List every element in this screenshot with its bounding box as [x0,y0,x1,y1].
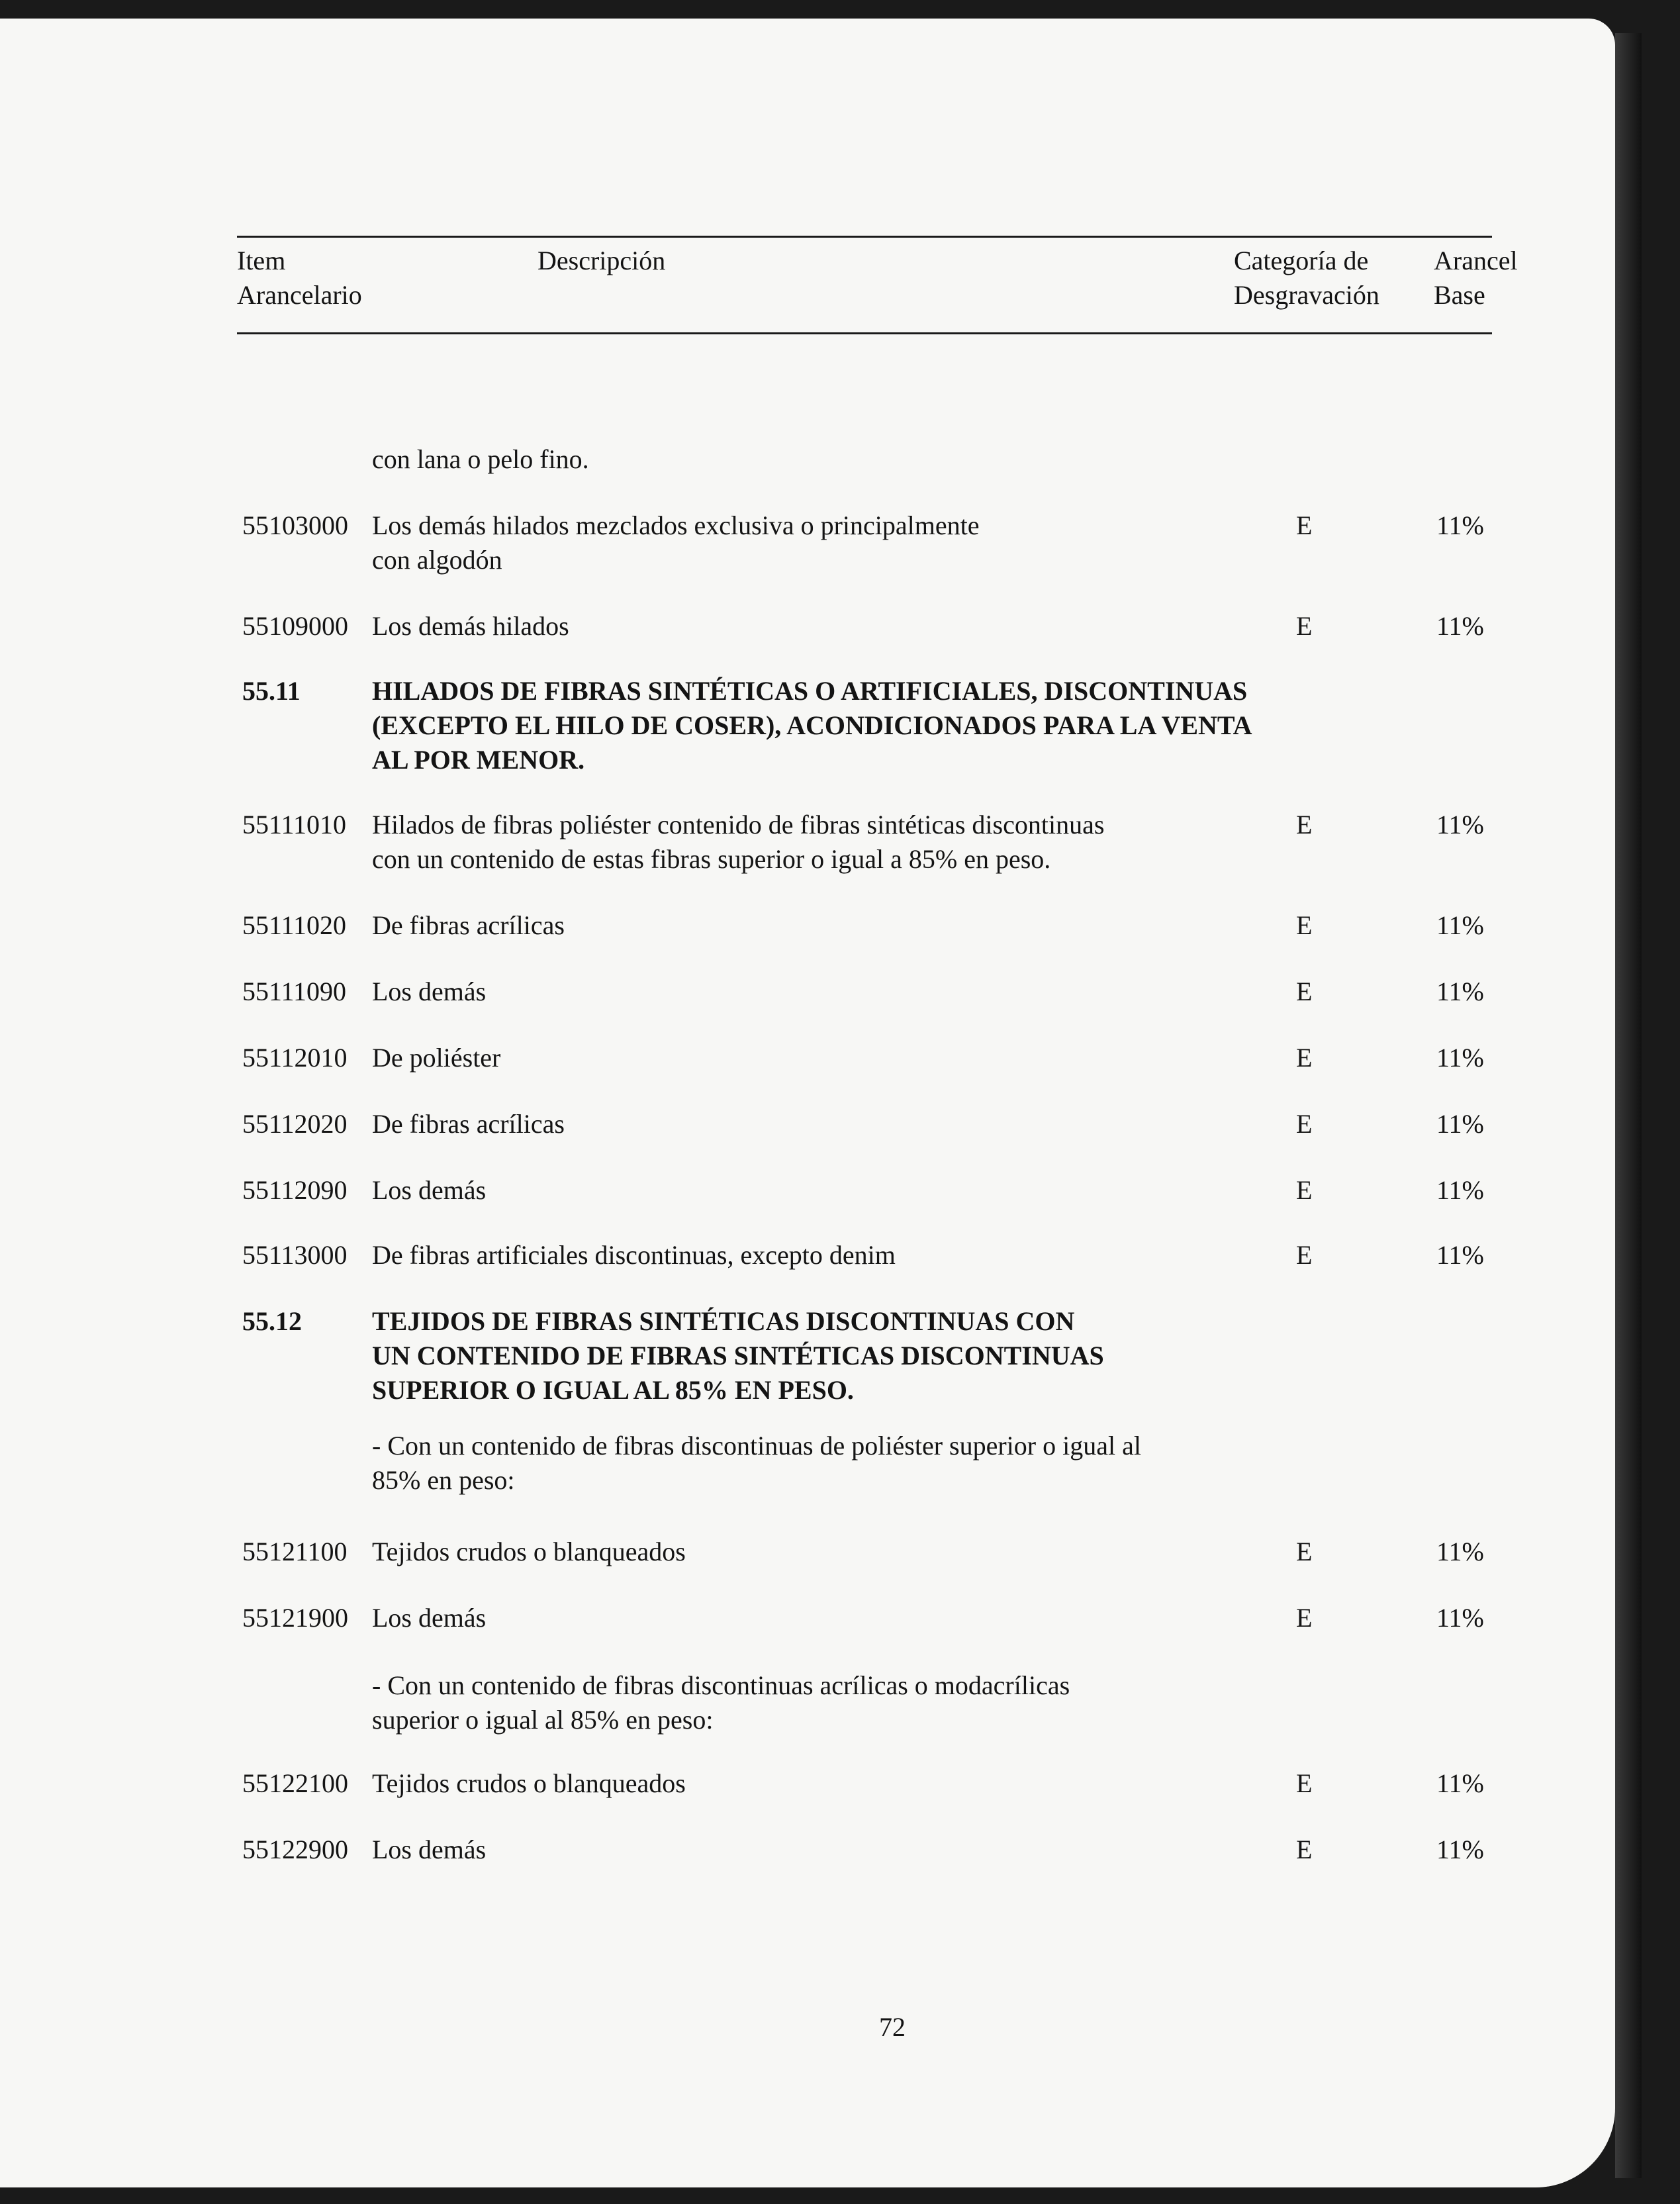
description-line: Los demás [372,1603,487,1633]
base-rate-value: 11% [1436,977,1484,1006]
category-value: E [1296,1768,1313,1798]
item-description [372,674,1299,777]
description-line: con un contenido de estas fibras superior o igual a 85% en peso. [372,844,1051,874]
description-line: De fibras acrílicas [372,1109,565,1139]
item-code: 55122100 [242,1768,348,1798]
item-description [372,1041,1299,1075]
description-line: De poliéster [372,1043,501,1073]
item-description [372,908,1299,943]
category-value: E [1296,1043,1313,1073]
header-bottom-rule [237,332,1492,334]
item-description [372,1173,1299,1208]
category-value: E [1296,1537,1313,1566]
description-line: Tejidos crudos o blanqueados [372,1768,686,1798]
header-description-column [537,244,665,278]
item-code: 55.11 [242,676,301,706]
category-value: E [1296,1835,1313,1864]
base-rate-value: 11% [1436,611,1484,641]
base-rate-value: 11% [1436,1175,1484,1205]
item-code: 55121100 [242,1537,348,1566]
base-rate-value: 11% [1436,1109,1484,1139]
item-description [372,609,1299,644]
item-code: 55113000 [242,1240,348,1270]
base-rate-value: 11% [1436,1043,1484,1073]
base-rate-value: 11% [1436,810,1484,839]
item-code: 55121900 [242,1603,348,1633]
description-line: Los demás [372,1175,487,1205]
item-description [372,1833,1299,1867]
header-rate-line2: Base [1434,280,1485,310]
item-description [372,1601,1299,1635]
item-code: 55112010 [242,1043,348,1073]
header-description-label: Descripción [537,246,666,275]
description-line: Tejidos crudos o blanqueados [372,1537,686,1566]
item-code: 55103000 [242,510,348,540]
item-description [372,1107,1299,1141]
header-item-column [237,244,362,312]
description-line: Los demás hilados mezclados exclusiva o principalmente [372,510,980,540]
item-description [372,508,1299,577]
category-value: E [1296,1175,1313,1205]
description-line: - Con un contenido de fibras discontinuas acrílicas o modacrílicas [372,1670,1070,1700]
item-description [372,975,1299,1009]
header-category-column [1234,244,1379,312]
category-value: E [1296,611,1313,641]
item-code: 55111090 [242,977,347,1006]
description-line: De fibras acrílicas [372,910,565,940]
description-line: (EXCEPTO EL HILO DE COSER), ACONDICIONADOS PARA LA VENTA [372,710,1252,740]
category-value: E [1296,510,1313,540]
header-top-rule [237,236,1492,238]
item-code: 55109000 [242,611,348,641]
page-number: 72 [879,2012,906,2042]
item-description [372,442,1299,477]
item-description [372,1238,1299,1272]
description-line: Los demás [372,977,487,1006]
category-value: E [1296,1603,1313,1633]
base-rate-value: 11% [1436,1603,1484,1633]
category-value: E [1296,910,1313,940]
description-line: Los demás [372,1835,487,1864]
item-code: 55112090 [242,1175,348,1205]
base-rate-value: 11% [1436,1768,1484,1798]
item-description [372,1304,1299,1408]
item-description [372,1535,1299,1569]
description-line: Hilados de fibras poliéster contenido de fibras sintéticas discontinuas [372,810,1105,839]
category-value: E [1296,977,1313,1006]
description-line: UN CONTENIDO DE FIBRAS SINTÉTICAS DISCONTINUAS [372,1341,1104,1370]
description-line: SUPERIOR O IGUAL AL 85% EN PESO. [372,1375,854,1405]
header-rate-column [1434,244,1518,312]
description-line: con lana o pelo fino. [372,444,589,474]
category-value: E [1296,1109,1313,1139]
item-description [372,1766,1299,1801]
description-line: AL POR MENOR. [372,745,585,775]
item-code: 55112020 [242,1109,348,1139]
base-rate-value: 11% [1436,1835,1484,1864]
description-line: Los demás hilados [372,611,569,641]
description-line: - Con un contenido de fibras discontinuas de poliéster superior o igual al [372,1431,1141,1461]
document-page [0,19,1615,2187]
description-line: con algodón [372,545,502,575]
header-category-line1: Categoría de [1234,246,1369,275]
description-line: TEJIDOS DE FIBRAS SINTÉTICAS DISCONTINUAS CON [372,1306,1075,1336]
base-rate-value: 11% [1436,910,1484,940]
header-item-line1: Item [237,246,286,275]
base-rate-value: 11% [1436,510,1484,540]
header-rate-line1: Arancel [1434,246,1518,275]
book-spine-shadow [1615,33,1642,2178]
item-code: 55111020 [242,910,347,940]
base-rate-value: 11% [1436,1240,1484,1270]
description-line: superior o igual al 85% en peso: [372,1705,714,1735]
item-code: 55.12 [242,1306,302,1336]
header-item-line2: Arancelario [237,280,362,310]
description-line: HILADOS DE FIBRAS SINTÉTICAS O ARTIFICIALES, DISCONTINUAS [372,676,1248,706]
item-description [372,808,1299,877]
description-line: 85% en peso: [372,1465,515,1495]
item-description [372,1668,1299,1737]
item-code: 55111010 [242,810,347,839]
description-line: De fibras artificiales discontinuas, excepto denim [372,1240,896,1270]
category-value: E [1296,810,1313,839]
base-rate-value: 11% [1436,1537,1484,1566]
header-category-line2: Desgravación [1234,280,1379,310]
item-code: 55122900 [242,1835,348,1864]
category-value: E [1296,1240,1313,1270]
item-description [372,1429,1299,1498]
